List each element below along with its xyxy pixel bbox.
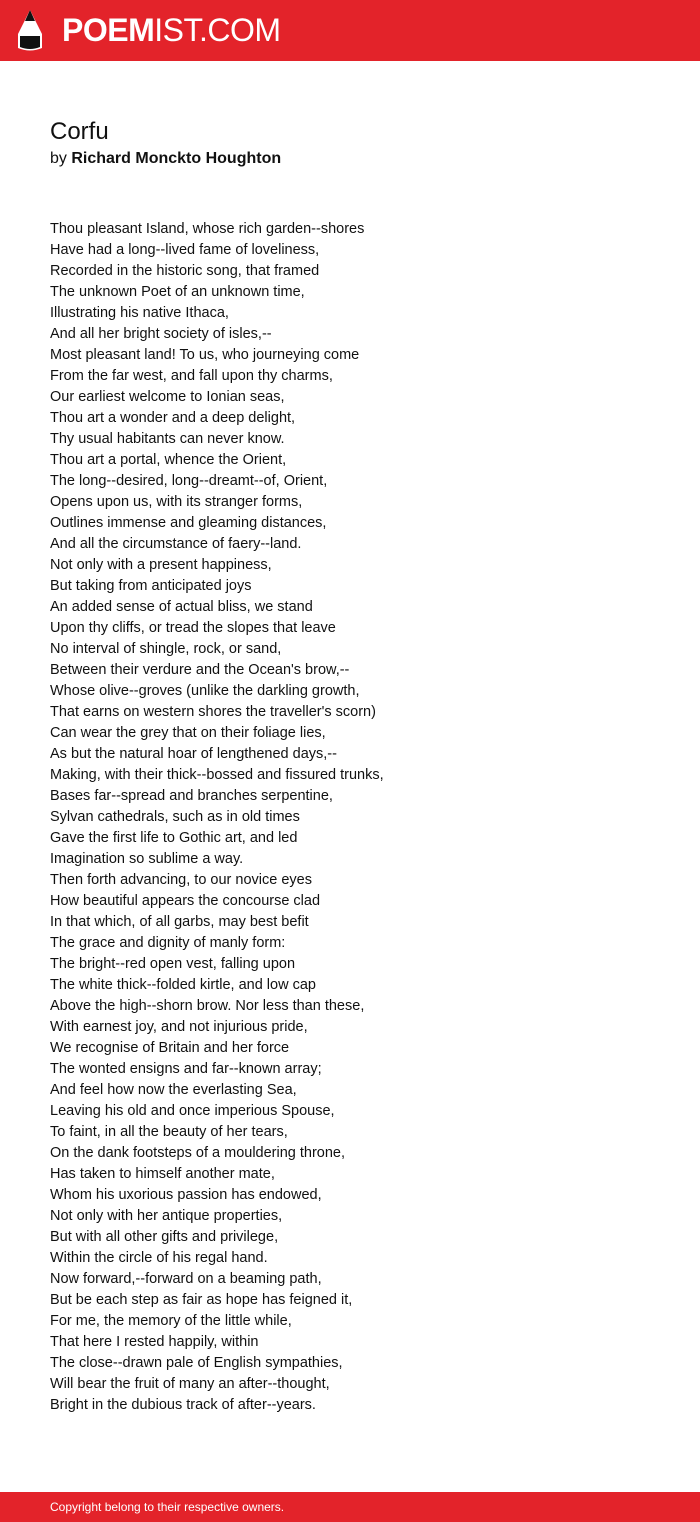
poem-line: In that which, of all garbs, may best befit	[50, 914, 309, 930]
poem-line: On the dank footsteps of a mouldering throne,	[50, 1145, 346, 1161]
poem-line: Leaving his old and once imperious Spouse,	[50, 1103, 335, 1119]
poem-line: Between their verdure and the Ocean's brow,--	[50, 662, 350, 678]
poem-line: From the far west, and fall upon thy charms,	[50, 368, 333, 384]
poem-line: The close--drawn pale of English sympathies,	[50, 1355, 343, 1371]
poem-line: Thou art a portal, whence the Orient,	[50, 452, 287, 468]
poem-line: Has taken to himself another mate,	[50, 1166, 275, 1182]
poem-line: And feel how now the everlasting Sea,	[50, 1082, 297, 1098]
poem-line: As but the natural hoar of lengthened days,--	[50, 746, 337, 762]
poem-line: Most pleasant land! To us, who journeying come	[50, 347, 360, 363]
poem-line: The unknown Poet of an unknown time,	[50, 284, 305, 300]
poem-line: No interval of shingle, rock, or sand,	[50, 641, 282, 657]
copyright-text: Copyright belong to their respective owners.	[50, 1500, 285, 1514]
poem-line: Not only with her antique properties,	[50, 1208, 283, 1224]
poem-line: The white thick--folded kirtle, and low cap	[50, 977, 316, 993]
logo-light-text: IST.COM	[154, 12, 281, 48]
poem-line: The grace and dignity of manly form:	[50, 935, 286, 951]
poem-line: Then forth advancing, to our novice eyes	[50, 872, 312, 888]
poem-line: Whose olive--groves (unlike the darkling growth,	[50, 683, 360, 699]
poem-line: Will bear the fruit of many an after--thought,	[50, 1376, 330, 1392]
poem-line: Upon thy cliffs, or tread the slopes that leave	[50, 620, 336, 636]
poem-line: Illustrating his native Ithaca,	[50, 305, 229, 321]
pencil-tip-icon	[16, 9, 44, 51]
poem-line: Gave the first life to Gothic art, and led	[50, 830, 298, 846]
poem-line: The wonted ensigns and far--known array;	[50, 1061, 322, 1077]
poem-line: And all her bright society of isles,--	[50, 326, 272, 342]
author-name: Richard Monckto Houghton	[71, 150, 282, 167]
poem-line: Recorded in the historic song, that framed	[50, 263, 320, 279]
poem-line: But with all other gifts and privilege,	[50, 1229, 279, 1245]
poem-line: Sylvan cathedrals, such as in old times	[50, 809, 300, 825]
by-label: by	[50, 150, 67, 167]
poem-line: Bright in the dubious track of after--years.	[50, 1397, 316, 1413]
poem-line: Bases far--spread and branches serpentine,	[50, 788, 333, 804]
logo-bold-text: POEM	[62, 12, 155, 48]
site-logo[interactable]	[62, 10, 281, 50]
poem-line: We recognise of Britain and her force	[50, 1040, 290, 1056]
poem-line: Above the high--shorn brow. Nor less than these,	[50, 998, 365, 1014]
poem-line: Imagination so sublime a way.	[50, 851, 244, 867]
poem-line: Within the circle of his regal hand.	[50, 1250, 268, 1266]
poem-line: That here I rested happily, within	[50, 1334, 259, 1350]
poem-line: Our earliest welcome to Ionian seas,	[50, 389, 285, 405]
poem-line: Have had a long--lived fame of loveliness,	[50, 242, 320, 258]
poem-line: Not only with a present happiness,	[50, 557, 272, 573]
poem-line: Now forward,--forward on a beaming path,	[50, 1271, 322, 1287]
poem-line: Thou art a wonder and a deep delight,	[50, 410, 296, 426]
poem-line: Whom his uxorious passion has endowed,	[50, 1187, 322, 1203]
poem-line: The bright--red open vest, falling upon	[50, 956, 296, 972]
poem-line: But taking from anticipated joys	[50, 578, 252, 594]
poem-line: That earns on western shores the traveller's scorn)	[50, 704, 376, 720]
poem-body	[50, 219, 670, 1416]
poem-line: But be each step as fair as hope has feigned it,	[50, 1292, 353, 1308]
poem-line: Outlines immense and gleaming distances,	[50, 515, 327, 531]
poem-line: Thou pleasant Island, whose rich garden--shores	[50, 221, 365, 237]
poem-line: The long--desired, long--dreamt--of, Orient,	[50, 473, 328, 489]
poem-title: Corfu	[50, 118, 109, 145]
site-footer	[0, 1492, 700, 1522]
poem-line: Making, with their thick--bossed and fissured trunks,	[50, 767, 384, 783]
poem-line: For me, the memory of the little while,	[50, 1313, 292, 1329]
poem-line: And all the circumstance of faery--land.	[50, 536, 302, 552]
poem-byline	[50, 149, 281, 169]
poem-line: With earnest joy, and not injurious pride,	[50, 1019, 308, 1035]
poem-line: Thy usual habitants can never know.	[50, 431, 285, 447]
site-header	[0, 0, 700, 61]
poem-line: Can wear the grey that on their foliage lies,	[50, 725, 326, 741]
poem-line: Opens upon us, with its stranger forms,	[50, 494, 303, 510]
poem-line: To faint, in all the beauty of her tears,	[50, 1124, 288, 1140]
poem-line: An added sense of actual bliss, we stand	[50, 599, 313, 615]
poem-line: How beautiful appears the concourse clad	[50, 893, 321, 909]
